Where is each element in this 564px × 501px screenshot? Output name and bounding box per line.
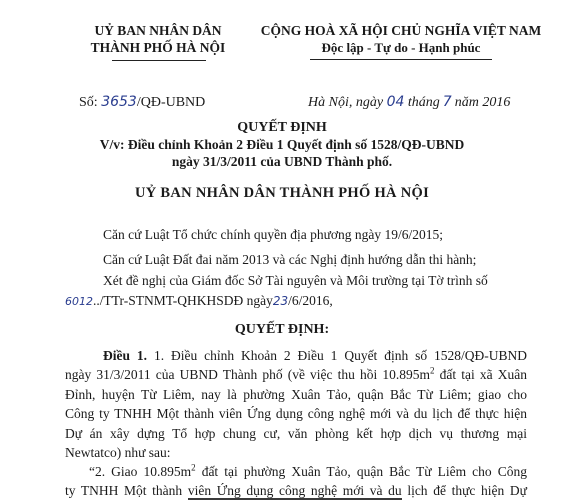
issuer-name-line2: THÀNH PHỐ HÀ NỘI — [90, 40, 226, 55]
document-number — [79, 94, 205, 111]
motto-underline — [310, 59, 492, 60]
article-1-line-2 — [65, 365, 527, 384]
quote-line-1 — [65, 462, 527, 481]
issue-date — [308, 94, 510, 111]
article-1 — [65, 346, 527, 462]
date-day-handwritten: 04 — [386, 94, 405, 110]
date-suffix: năm 2016 — [454, 95, 511, 110]
authority-heading: UỶ BAN NHÂN DÂN THÀNH PHỐ HÀ NỘI — [134, 185, 430, 201]
article-1-line-3: Đỉnh, huyện Từ Liêm, nay là phường Xuân Tảo, quận Bắc Từ Liêm; giao cho — [65, 386, 527, 402]
article-label: Điều 1. — [103, 348, 148, 363]
subject-line-1: V/v: Điều chỉnh Khoản 2 Điều 1 Quyết định số 1528/QĐ-UBND — [99, 137, 465, 152]
basis-line-4 — [65, 293, 333, 309]
article-1-line-6: Newtatco) như sau: — [65, 445, 171, 461]
subject-line-2: ngày 31/3/2011 của UBND Thành phố. — [171, 154, 393, 169]
quote-text-2a: ty TNHH Một thành — [65, 483, 188, 499]
basis-line-2: Căn cứ Luật Đất đai năm 2013 và các Nghị định hướng dẫn thi hành; — [103, 252, 477, 267]
submission-ref: ../TTr-STNMT-QHKHSDĐ ngày — [93, 293, 273, 308]
national-motto: Độc lập - Tự do - Hạnh phúc — [321, 40, 481, 55]
submission-date-end: /6/2016, — [288, 293, 333, 308]
article-1-text-2b: đất tại xã Xuân — [434, 367, 527, 383]
issuer-name-line1: UỶ BAN NHÂN DÂN — [94, 23, 222, 38]
document-title: QUYẾT ĐỊNH — [237, 120, 327, 135]
quote-line-2 — [65, 481, 527, 500]
national-title: CỘNG HOÀ XÃ HỘI CHỦ NGHĨA VIỆT NAM — [260, 23, 542, 38]
underlined-company-name: viên Ứng dụng công nghệ mới và du — [187, 483, 402, 499]
date-mid: tháng — [407, 95, 440, 110]
number-suffix: /QĐ-UBND — [136, 95, 206, 110]
quote-text-1b: đất tại phường Xuân Tảo, quận Bắc Từ Liêm cho Công — [195, 464, 527, 479]
quote-text-2b: lịch để thực hiện Dự — [401, 483, 527, 499]
issuer-underline — [112, 60, 206, 61]
date-prefix: Hà Nội, ngày — [308, 95, 384, 110]
number-prefix: Số: — [79, 95, 98, 110]
number-handwritten: 3653 — [101, 94, 137, 110]
area-unit-superscript: 2 — [430, 365, 435, 376]
article-1-line-5: Dự án xây dựng Tổ hợp chung cư, văn phòng kết hợp dịch vụ thương mại — [65, 425, 527, 441]
basis-line-3: Xét đề nghị của Giám đốc Sở Tài nguyên và Môi trường tại Tờ trình số — [103, 273, 488, 288]
article-1-text-2a: ngày 31/3/2011 của UBND Thành phố (về việc thu hồi 10.895m — [65, 367, 431, 383]
quoted-clause — [65, 462, 527, 501]
decision-heading: QUYẾT ĐỊNH: — [234, 322, 330, 337]
date-month-handwritten: 7 — [442, 94, 452, 110]
article-1-line-1 — [65, 346, 527, 365]
submission-number-handwritten: 6012 — [65, 295, 93, 308]
article-1-text-1: 1. Điều chỉnh Khoản 2 Điều 1 Quyết định số 1528/QĐ-UBND — [153, 348, 528, 363]
basis-line-1: Căn cứ Luật Tổ chức chính quyền địa phương ngày 19/6/2015; — [103, 227, 444, 242]
quote-area-superscript: 2 — [191, 462, 196, 473]
quote-text-1a: “2. Giao 10.895m — [89, 464, 192, 479]
article-1-line-4: Công ty TNHH Một thành viên Ứng dụng công nghệ mới và du lịch để thực hiện — [65, 406, 527, 422]
submission-day-handwritten: 23 — [272, 294, 289, 308]
